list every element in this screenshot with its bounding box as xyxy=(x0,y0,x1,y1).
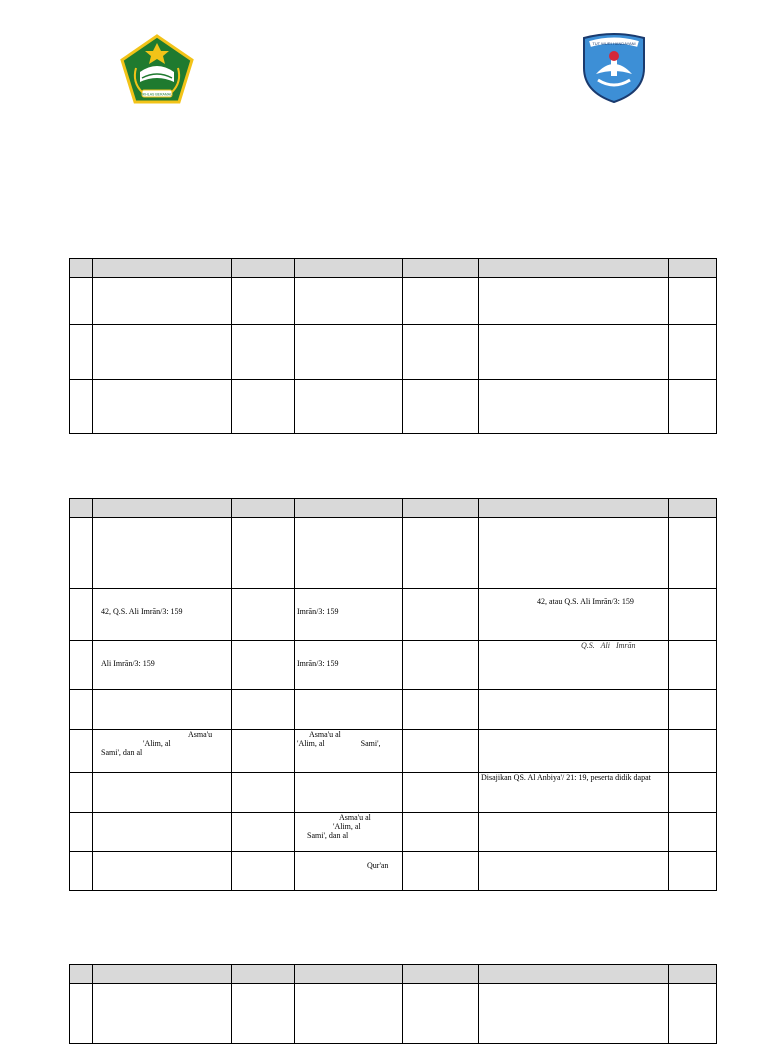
cell-text: 42, Q.S. Ali Imrān/3: 159 xyxy=(101,607,183,616)
logo-left-motto: IKHLAS BERAMAL xyxy=(141,92,173,97)
table-row xyxy=(70,984,717,1044)
cell-text: Imrān/3: 159 xyxy=(297,607,339,616)
kementerian-agama-emblem-icon xyxy=(120,34,194,104)
table-2 xyxy=(69,498,717,891)
table-row xyxy=(70,518,717,589)
table-row xyxy=(70,325,717,380)
cell-text: 'Alim, al xyxy=(143,739,171,748)
cell-text: Q.S. Ali Imrān xyxy=(581,641,636,650)
table-row xyxy=(70,380,717,434)
table-row xyxy=(70,852,717,891)
cell-text: Sami', dan al xyxy=(307,831,349,840)
table-3 xyxy=(69,964,717,1044)
tut-wuri-handayani-emblem-icon xyxy=(578,30,650,104)
logo-right-motto: TUT WURI HANDAYANI xyxy=(592,41,636,46)
table-row xyxy=(70,278,717,325)
cell-text: Asma'u al xyxy=(339,813,371,822)
cell-text: Ali Imrān/3: 159 xyxy=(101,659,155,668)
cell-text: Qur'an xyxy=(367,861,389,870)
table-header-row xyxy=(70,259,717,278)
table-row xyxy=(70,730,717,773)
cell-text: 'Alim, al xyxy=(333,822,361,831)
table-header-row xyxy=(70,965,717,984)
cell-text: Sami', dan al xyxy=(101,748,143,757)
table-row xyxy=(70,813,717,852)
cell-text: 42, atau Q.S. Ali Imrān/3: 159 xyxy=(537,597,634,606)
cell-text: Disajikan QS. Al Anbiya'/ 21: 19, peserta didik dapat xyxy=(481,773,651,782)
cell-text: Asma'u al xyxy=(309,730,341,739)
cell-text: 'Alim, al Sami', xyxy=(297,739,381,748)
table-header-row xyxy=(70,499,717,518)
kementerian-agama-logo xyxy=(120,34,194,104)
table-row xyxy=(70,773,717,813)
table-row xyxy=(70,641,717,690)
table-row xyxy=(70,589,717,641)
cell-text: Imrān/3: 159 xyxy=(297,659,339,668)
cell-text: Asma'u xyxy=(188,730,213,739)
table-1 xyxy=(69,258,717,434)
tut-wuri-handayani-logo xyxy=(578,30,650,104)
table-row xyxy=(70,690,717,730)
